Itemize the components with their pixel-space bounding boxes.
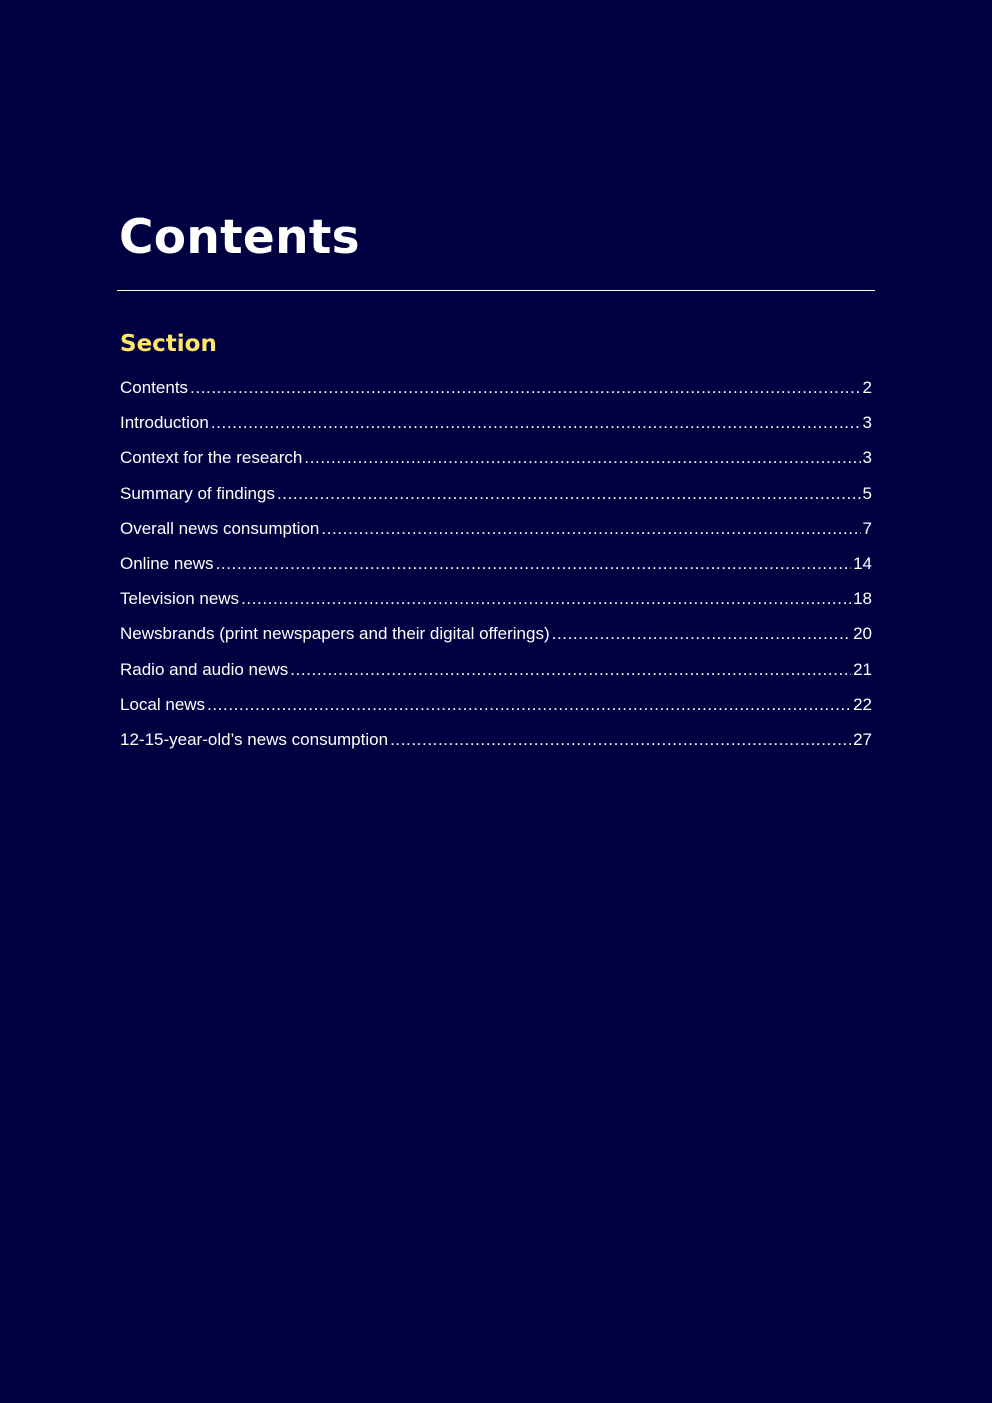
toc-entry-page-number: 27 [853, 729, 872, 749]
toc-entry-page-number: 7 [862, 518, 872, 538]
toc-entry-label: 12-15-year-old’s news consumption [120, 729, 389, 749]
toc-entry-12-15-year-olds-news-consumption[interactable] [120, 722, 872, 757]
toc-entry-label: Local news [120, 694, 206, 714]
page-title: Contents [119, 210, 360, 265]
toc-entry-label: Summary of findings [120, 483, 275, 503]
toc-entry-label: Introduction [120, 413, 209, 433]
toc-entry-page-number: 18 [853, 589, 872, 609]
toc-entry-label: Online news [120, 553, 214, 573]
toc-dot-leader [390, 722, 851, 757]
toc-dot-leader [321, 511, 860, 546]
toc-entry-page-number: 3 [862, 413, 872, 433]
toc-entry-radio-and-audio-news[interactable] [120, 652, 872, 687]
toc-entry-online-news[interactable] [120, 546, 872, 581]
toc-entry-label: Newsbrands (print newspapers and their digital offerings) [120, 624, 550, 644]
toc-entry-newsbrands[interactable] [120, 616, 872, 651]
toc-entry-page-number: 2 [862, 378, 872, 397]
toc-entry-local-news[interactable] [120, 687, 872, 722]
toc-entry-page-number: 22 [853, 694, 872, 714]
toc-entry-introduction[interactable] [120, 405, 872, 440]
toc-dot-leader [552, 616, 851, 651]
toc-entry-context-for-the-research[interactable] [120, 440, 872, 475]
toc-entry-label: Radio and audio news [120, 659, 289, 679]
toc-entry-summary-of-findings[interactable] [120, 476, 872, 511]
toc-dot-leader [277, 476, 861, 511]
section-heading: Section [120, 331, 217, 357]
toc-entry-page-number: 21 [853, 659, 872, 679]
toc-dot-leader [190, 370, 860, 405]
toc-entry-contents[interactable] [120, 370, 872, 405]
toc-dot-leader [207, 687, 851, 722]
toc-dot-leader [216, 546, 852, 581]
toc-entry-label: Contents [120, 378, 189, 397]
title-divider [117, 290, 875, 291]
toc-entry-overall-news-consumption[interactable] [120, 511, 872, 546]
toc-dot-leader [211, 405, 861, 440]
toc-entry-page-number: 14 [853, 553, 872, 573]
toc-entry-label: Context for the research [120, 448, 303, 468]
table-of-contents [120, 370, 872, 757]
toc-entry-page-number: 5 [862, 483, 872, 503]
toc-dot-leader [290, 652, 851, 687]
toc-entry-label: Television news [120, 589, 240, 609]
toc-dot-leader [304, 440, 860, 475]
toc-dot-leader [241, 581, 851, 616]
toc-entry-page-number: 20 [853, 624, 872, 644]
toc-entry-page-number: 3 [862, 448, 872, 468]
toc-entry-television-news[interactable] [120, 581, 872, 616]
toc-entry-label: Overall news consumption [120, 518, 320, 538]
